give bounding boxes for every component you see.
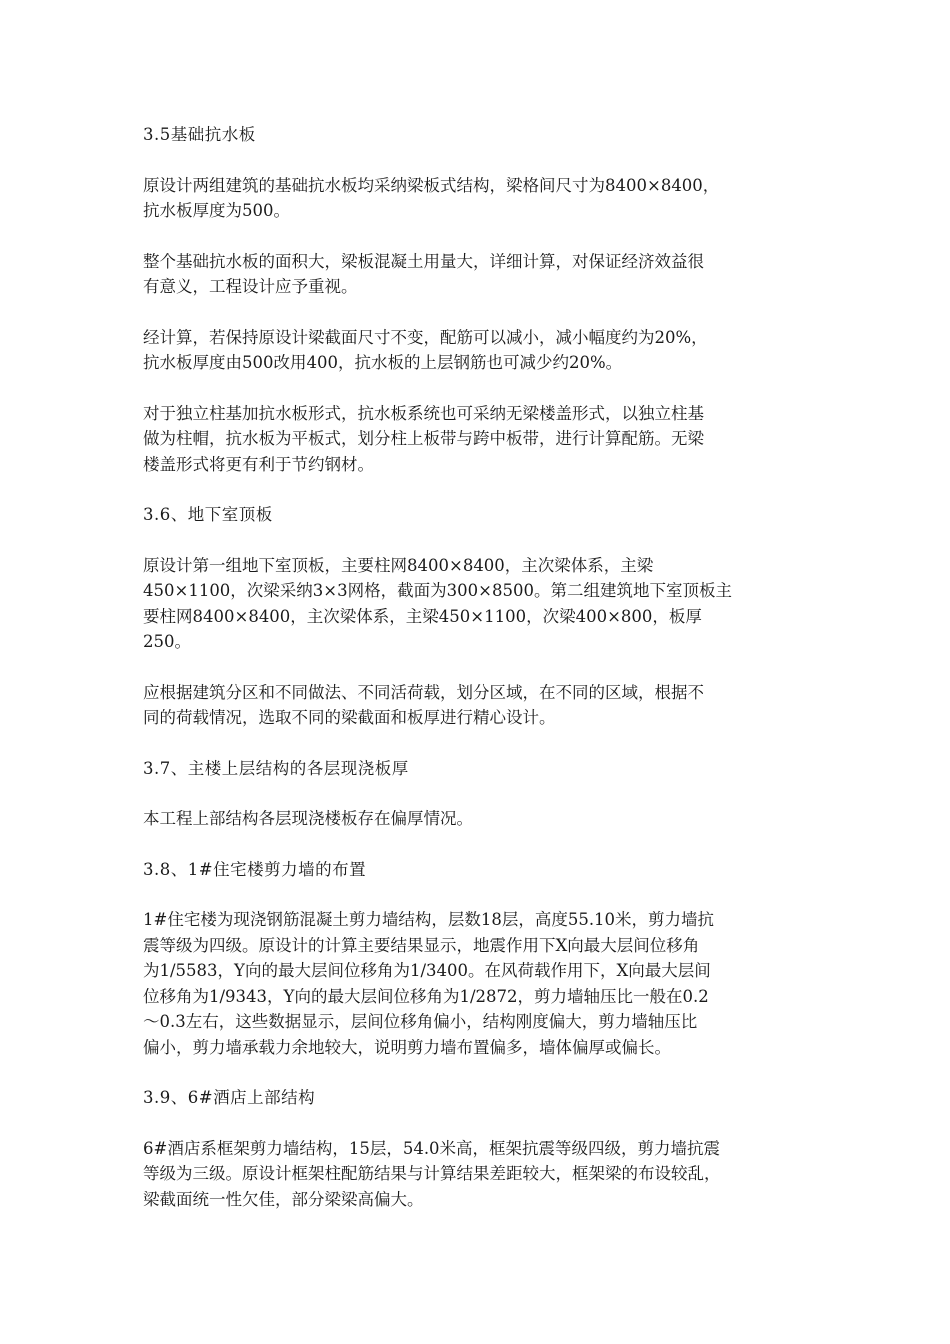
paragraph-floor-slab-thickness: 本工程上部结构各层现浇楼板存在偏厚情况。: [143, 809, 473, 828]
section-heading-3-7: 3.7、主楼上层结构的各层现浇板厚: [143, 758, 409, 778]
section-heading-3-5: 3.5基础抗水板: [143, 125, 256, 144]
document-body: [143, 122, 811, 1237]
section-heading-3-6: 3.6、地下室顶板: [143, 505, 273, 524]
paragraph-basement-roof-design: 原设计第一组地下室顶板，主要柱网8400×8400，主次梁体系，主梁 450×1100，次梁采纳3×3网格，截面为300×8500。第二组建筑地下室顶板主 要柱网8400×8400，主次梁体系，主梁450×1100，次梁400×800，板厚 250。: [143, 555, 732, 651]
paragraph-basement-roof-zoning: 应根据建筑分区和不同做法、不同活荷载，划分区域，在不同的区域，根据不 同的荷载情况，选取不同的梁截面和板厚进行精心设计。: [143, 682, 704, 727]
paragraph-shear-wall-layout: 1#住宅楼为现浇钢筋混凝土剪力墙结构，层数18层，高度55.10米，剪力墙抗 震等级为四级。原设计的计算主要结果显示，地震作用下X向最大层间位移角 为1/5583，Y向的最大层间位移角为1/3400。在风荷载作用下，X向最大层间 位移角为1/9343，Y向的最大层间位移角为1/2872，剪力墙轴压比一般在0.2 ～0.3左右，这些数据显示，层间位移角偏小，结构刚度偏大，剪力墙轴压比 偏小，剪力墙承载力余地较大，说明剪力墙布置偏多，墙体偏厚或偏长。: [143, 910, 715, 1057]
section-heading-3-8: 3.8、1#住宅楼剪力墙的布置: [143, 859, 367, 879]
paragraph-foundation-slab-calculation: 经计算，若保持原设计梁截面尺寸不变，配筋可以减小，减小幅度约为20%， 抗水板厚度由500改用400，抗水板的上层钢筋也可减少约20%。: [143, 327, 708, 372]
paragraph-flat-slab-option: 对于独立柱基加抗水板形式，抗水板系统也可采纳无梁楼盖形式，以独立柱基 做为柱帽，抗水板为平板式，划分柱上板带与跨中板带，进行计算配筋。无梁 楼盖形式将更有利于节约钢材。: [143, 403, 704, 474]
paragraph-foundation-slab-importance: 整个基础抗水板的面积大，梁板混凝土用量大，详细计算，对保证经济效益很 有意义，工程设计应予重视。: [143, 251, 704, 296]
paragraph-foundation-slab-design: 原设计两组建筑的基础抗水板均采纳梁板式结构，梁格间尺寸为8400×8400， 抗水板厚度为500。: [143, 175, 720, 220]
paragraph-hotel-structure: 6#酒店系框架剪力墙结构，15层，54.0米高，框架抗震等级四级，剪力墙抗震 等级为三级。原设计框架柱配筋结果与计算结果差距较大，框架梁的布设较乱， 梁截面统一性欠佳，部分梁梁高偏大。: [143, 1138, 721, 1209]
section-heading-3-9: 3.9、6#酒店上部结构: [143, 1088, 316, 1107]
